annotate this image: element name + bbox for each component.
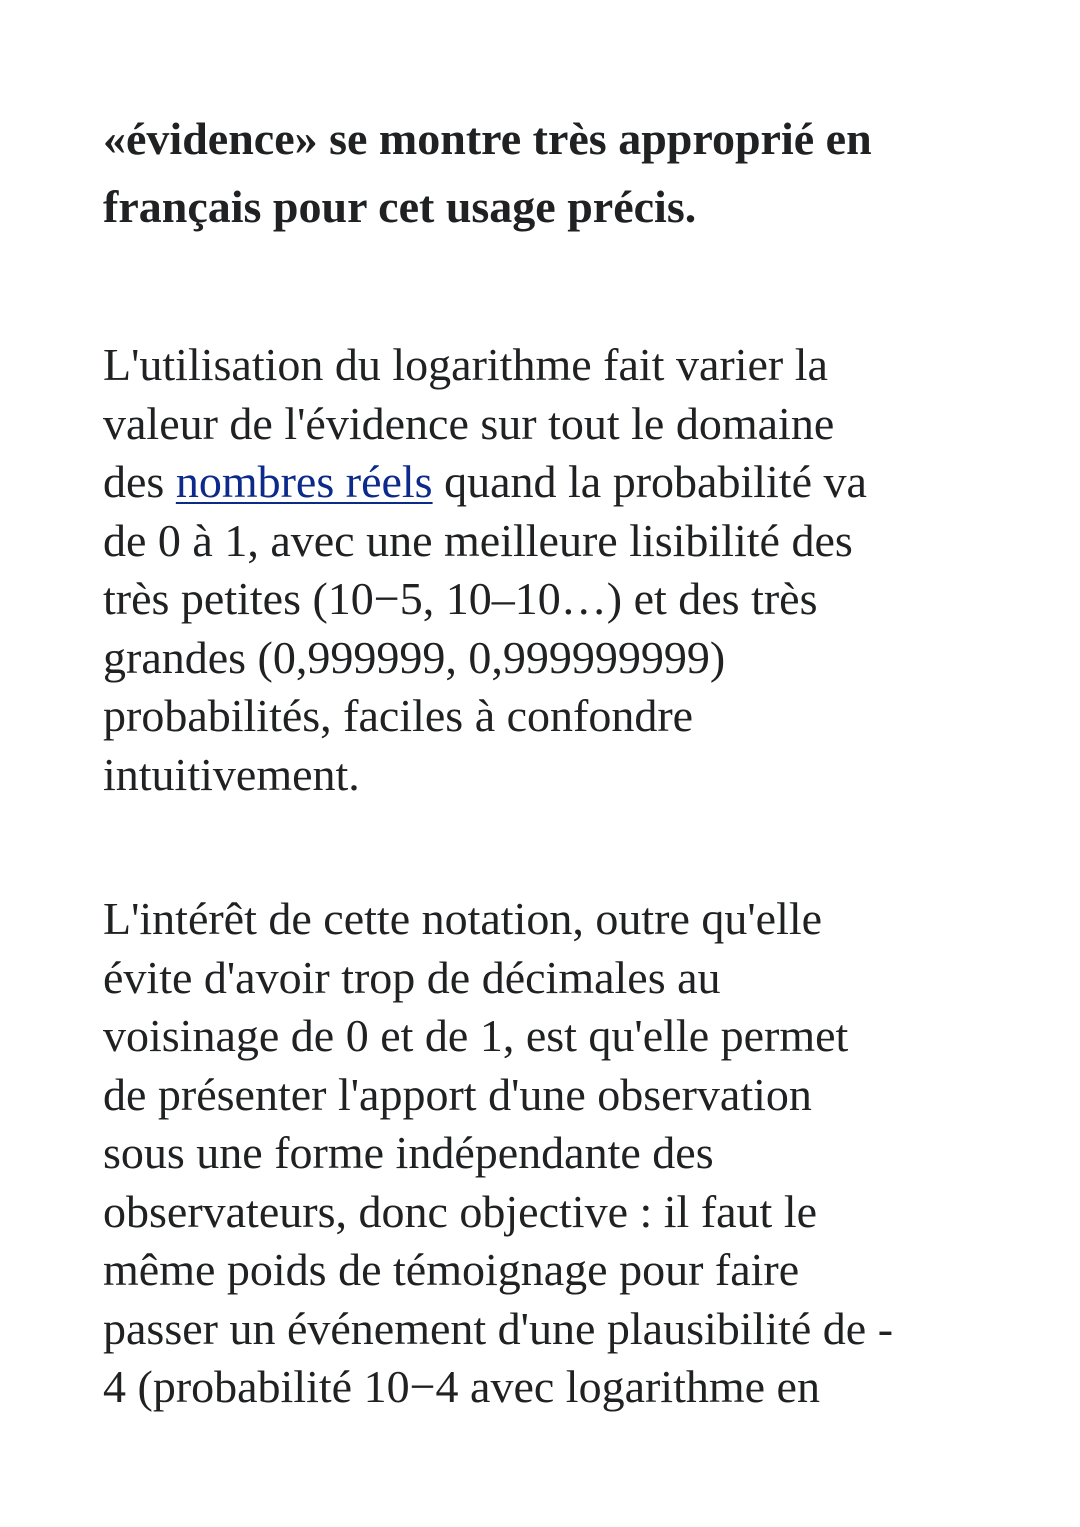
paragraph-notation-interest bbox=[103, 890, 1003, 1417]
text-line: intuitivement. bbox=[103, 748, 360, 800]
text-line: voisinage de 0 et de 1, est qu'elle permet bbox=[103, 1010, 849, 1061]
text-line: très petites (10−5, 10–10…) et des très bbox=[103, 573, 818, 624]
text-line: observateurs, donc objective : il faut le bbox=[103, 1185, 818, 1237]
lead-line: «évidence» se montre très approprié en bbox=[103, 113, 872, 164]
text-line: sous une forme indépendante des bbox=[103, 1127, 714, 1178]
text-line: passer un événement d'une plausibilité de - bbox=[103, 1302, 894, 1354]
text-line: de présenter l'apport d'une observation bbox=[103, 1068, 812, 1120]
article-body bbox=[103, 105, 1003, 1417]
text-segment: quand la probabilité va bbox=[432, 456, 867, 507]
text-segment: des bbox=[103, 456, 176, 507]
text-line: grandes (0,999999, 0,999999999) bbox=[103, 631, 726, 683]
lead-bold-text bbox=[103, 105, 1003, 241]
text-line: de 0 à 1, avec une meilleure lisibilité des bbox=[103, 514, 853, 566]
text-line: L'intérêt de cette notation, outre qu'elle bbox=[103, 893, 823, 944]
text-line: même poids de témoignage pour faire bbox=[103, 1244, 800, 1295]
text-line: 4 (probabilité 10−4 avec logarithme en bbox=[103, 1361, 820, 1412]
lead-line: français pour cet usage précis. bbox=[103, 181, 697, 232]
paragraph-logarithm bbox=[103, 336, 1003, 804]
text-line: probabilités, faciles à confondre bbox=[103, 690, 694, 741]
nombres-reels-link[interactable]: nombres réels bbox=[175, 456, 433, 507]
text-line: L'utilisation du logarithme fait varier la bbox=[103, 339, 828, 390]
text-line: valeur de l'évidence sur tout le domaine bbox=[103, 397, 835, 449]
text-line: évite d'avoir trop de décimales au bbox=[103, 951, 721, 1003]
